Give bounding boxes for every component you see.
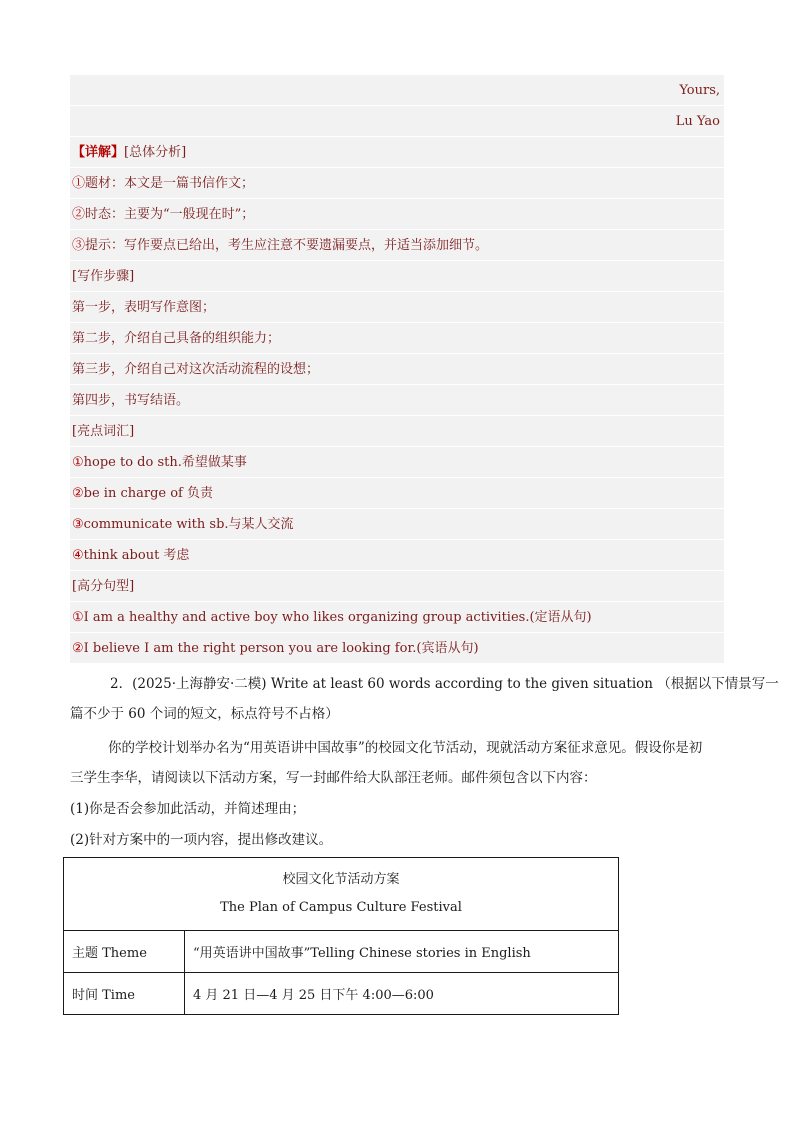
situation-para-1: 你的学校计划举办名为“用英语讲中国故事”的校园文化节活动，现就活动方案征求意见。假设你是初 <box>108 740 703 756</box>
overall-analysis-label: [总体分析] <box>124 145 187 160</box>
table-row <box>64 931 619 973</box>
situation-para-2: 三学生李华，请阅读以下活动方案，写一封邮件给大队部汪老师。邮件须包含以下内容： <box>70 770 597 786</box>
detail-heading <box>70 137 724 168</box>
item-number: ① <box>72 176 86 191</box>
item-text: hope to do sth.希望做某事 <box>83 455 247 470</box>
step-item: 第四步，书写结语。 <box>70 385 724 416</box>
table-title-cn: 校园文化节活动方案 <box>282 872 400 887</box>
row-value: “用英语讲中国故事”Telling Chinese stories in English <box>185 931 619 973</box>
item-number: ① <box>72 610 84 625</box>
question-line-2: 篇不少于 60 个词的短文，标点符号不占格） <box>70 706 339 722</box>
item-text: I am a healthy and active boy who likes organizing group activities.(定语从句) <box>83 610 592 625</box>
vocab-item <box>70 509 724 540</box>
item-number: ③ <box>72 238 86 253</box>
activity-plan-table <box>63 857 619 1015</box>
letter-signature: Lu Yao <box>70 106 724 137</box>
item-text: be in charge of 负责 <box>83 486 214 501</box>
step-item: 第三步，介绍自己对这次活动流程的设想； <box>70 354 724 385</box>
item-text: 时态：主要为“一般现在时”； <box>85 207 255 222</box>
row-value: 4 月 21 日—4 月 25 日下午 4:00—6:00 <box>185 973 619 1015</box>
detail-bracket-label: 【详解】 <box>72 145 125 160</box>
item-text: communicate with sb.与某人交流 <box>83 517 294 532</box>
answer-analysis-block <box>70 75 724 664</box>
vocab-label: [亮点词汇] <box>70 416 724 447</box>
question-line-1: 2．(2025·上海静安·二模) Write at least 60 words according to the given situation （根据以下情景写一 <box>110 676 779 692</box>
analysis-item <box>70 230 724 261</box>
question-body <box>70 738 724 850</box>
analysis-item <box>70 199 724 230</box>
vocab-item <box>70 540 724 571</box>
letter-closing: Yours, <box>70 75 724 106</box>
writing-steps-label: [写作步骤] <box>70 261 724 292</box>
item-number: ② <box>72 207 86 222</box>
sentence-item <box>70 633 724 664</box>
analysis-item <box>70 168 724 199</box>
item-number: ② <box>72 486 84 501</box>
vocab-item <box>70 447 724 478</box>
item-number: ④ <box>72 548 84 563</box>
step-item: 第一步，表明写作意图； <box>70 292 724 323</box>
item-text: I believe I am the right person you are looking for.(宾语从句) <box>83 641 479 656</box>
table-title-en: The Plan of Campus Culture Festival <box>220 900 462 915</box>
vocab-item <box>70 478 724 509</box>
sentence-item <box>70 602 724 633</box>
step-item: 第二步，介绍自己具备的组织能力； <box>70 323 724 354</box>
item-number: ② <box>72 641 84 656</box>
sentences-label: [高分句型] <box>70 571 724 602</box>
row-label: 主题 Theme <box>64 931 185 973</box>
item-text: think about 考虑 <box>83 548 190 563</box>
requirement-1: (1)你是否会参加此活动，并简述理由； <box>70 801 306 817</box>
requirement-2: (2)针对方案中的一项内容，提出修改建议。 <box>70 832 333 848</box>
item-number: ① <box>72 455 84 470</box>
item-number: ③ <box>72 517 84 532</box>
question-header <box>70 674 779 724</box>
table-row <box>64 973 619 1015</box>
item-text: 题材：本文是一篇书信作文； <box>85 176 255 191</box>
row-label: 时间 Time <box>64 973 185 1015</box>
item-text: 提示：写作要点已给出，考生应注意不要遗漏要点，并适当添加细节。 <box>85 238 489 253</box>
table-title-cell <box>64 858 619 931</box>
